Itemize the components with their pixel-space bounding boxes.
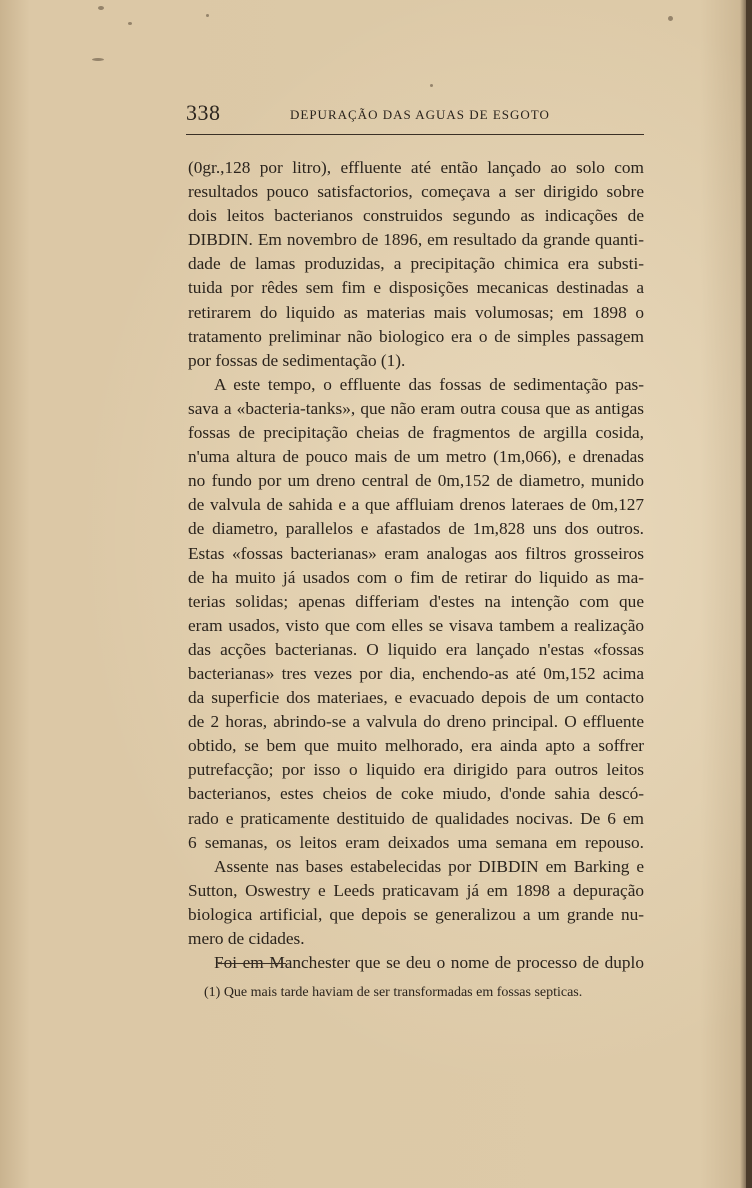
text-line: n'uma altura de pouco mais de um metro (1m,066), e drenadas [188,447,644,467]
text-line: obtido, se bem que muito melhorado, era ainda apto a soffrer [188,736,644,756]
text-line: Estas «fossas bacterianas» eram analogas aos filtros grosseiros [188,543,644,563]
page-number: 338 [186,100,221,125]
text-line: das acções bacterianas. O liquido era lançado n'estas «fossas [188,639,644,659]
foxing-spot [668,16,673,21]
foxing-spot [430,84,433,87]
text-line: da superficie dos materiaes, e evacuado depois de um contacto [188,688,644,708]
footnote-divider [218,963,286,964]
text-line: sava a «bacteria-tanks», que não eram outra cousa que as antigas [188,398,644,418]
text-line: Assente nas bases estabelecidas por DIBDIN em Barking e [214,856,644,876]
running-head: DEPURAÇÃO DAS AGUAS DE ESGOTO [290,107,550,122]
text-line: A este tempo, o effluente das fossas de sedimentação pas- [214,374,644,394]
text-line: (0gr.,128 por litro), effluente até então lançado ao solo com [188,158,644,177]
text-line: biologica artificial, que depois se generalizou a um grande nu- [188,904,644,924]
text-line: dade de lamas produzidas, a precipitação chimica era substi- [188,254,644,274]
text-line: resultados pouco satisfactorios, começava a ser dirigido sobre [188,182,644,202]
page-header [186,100,644,135]
text-line: por fossas de sedimentação (1). [188,350,406,370]
text-line: tuida por rêdes sem fim e disposições mecanicas destinadas a [188,278,644,298]
text-line: eram usados, visto que com elles se visava tambem a realização [188,615,644,635]
text-line: 6 semanas, os leitos eram deixados uma semana em repouso. [188,832,644,852]
text-line: Sutton, Oswestry e Leeds praticavam já em 1898 a depuração [188,880,644,900]
text-line: de diametro, parallelos e afastados de 1m,828 uns dos outros. [188,519,644,539]
text-line: de valvula de sahida e a que affluiam drenos lateraes de 0m,127 [188,495,644,515]
text-line: bacterianos, estes cheios de coke miudo, d'onde sahia descó- [188,784,644,804]
footnote: (1) Que mais tarde haviam de ser transformadas em fossas septicas. [204,985,583,1000]
foxing-spot [206,14,209,17]
text-line: tratamento preliminar não biologico era o de simples passagem [188,326,644,346]
text-line: de 2 horas, abrindo-se a valvula do dreno principal. O effluente [188,712,644,732]
text-line: mero de cidades. [188,929,305,948]
text-line: no fundo por um dreno central de 0m,152 de diametro, munido [188,471,644,491]
foxing-spot [92,58,104,61]
text-line: putrefacção; por isso o liquido era dirigido para outros leitos [188,760,644,780]
text-line: fossas de precipitação cheias de fragmentos de argilla cosida, [188,423,644,443]
text-line: Foi em Manchester que se deu o nome de processo de duplo [214,953,644,973]
page-edge-shadow [746,0,752,1188]
text-line: bacterianas» tres vezes por dia, enchendo-as até 0m,152 acima [188,663,644,683]
foxing-spot [98,6,104,10]
foxing-spot [128,22,132,25]
text-line: dois leitos bacterianos construidos segundo as indicações de [188,206,644,226]
text-line: terias solidas; apenas differiam d'estes na intenção com que [188,591,644,611]
text-line: DIBDIN. Em novembro de 1896, em resultado da grande quanti- [188,230,644,250]
text-line: rado e praticamente destituido de qualidades nocivas. De 6 em [188,808,644,828]
text-line: retirarem do liquido as materias mais volumosas; em 1898 o [188,302,644,322]
text-line: de ha muito já usados com o fim de retirar do liquido as ma- [188,567,644,587]
body-text [188,156,644,975]
